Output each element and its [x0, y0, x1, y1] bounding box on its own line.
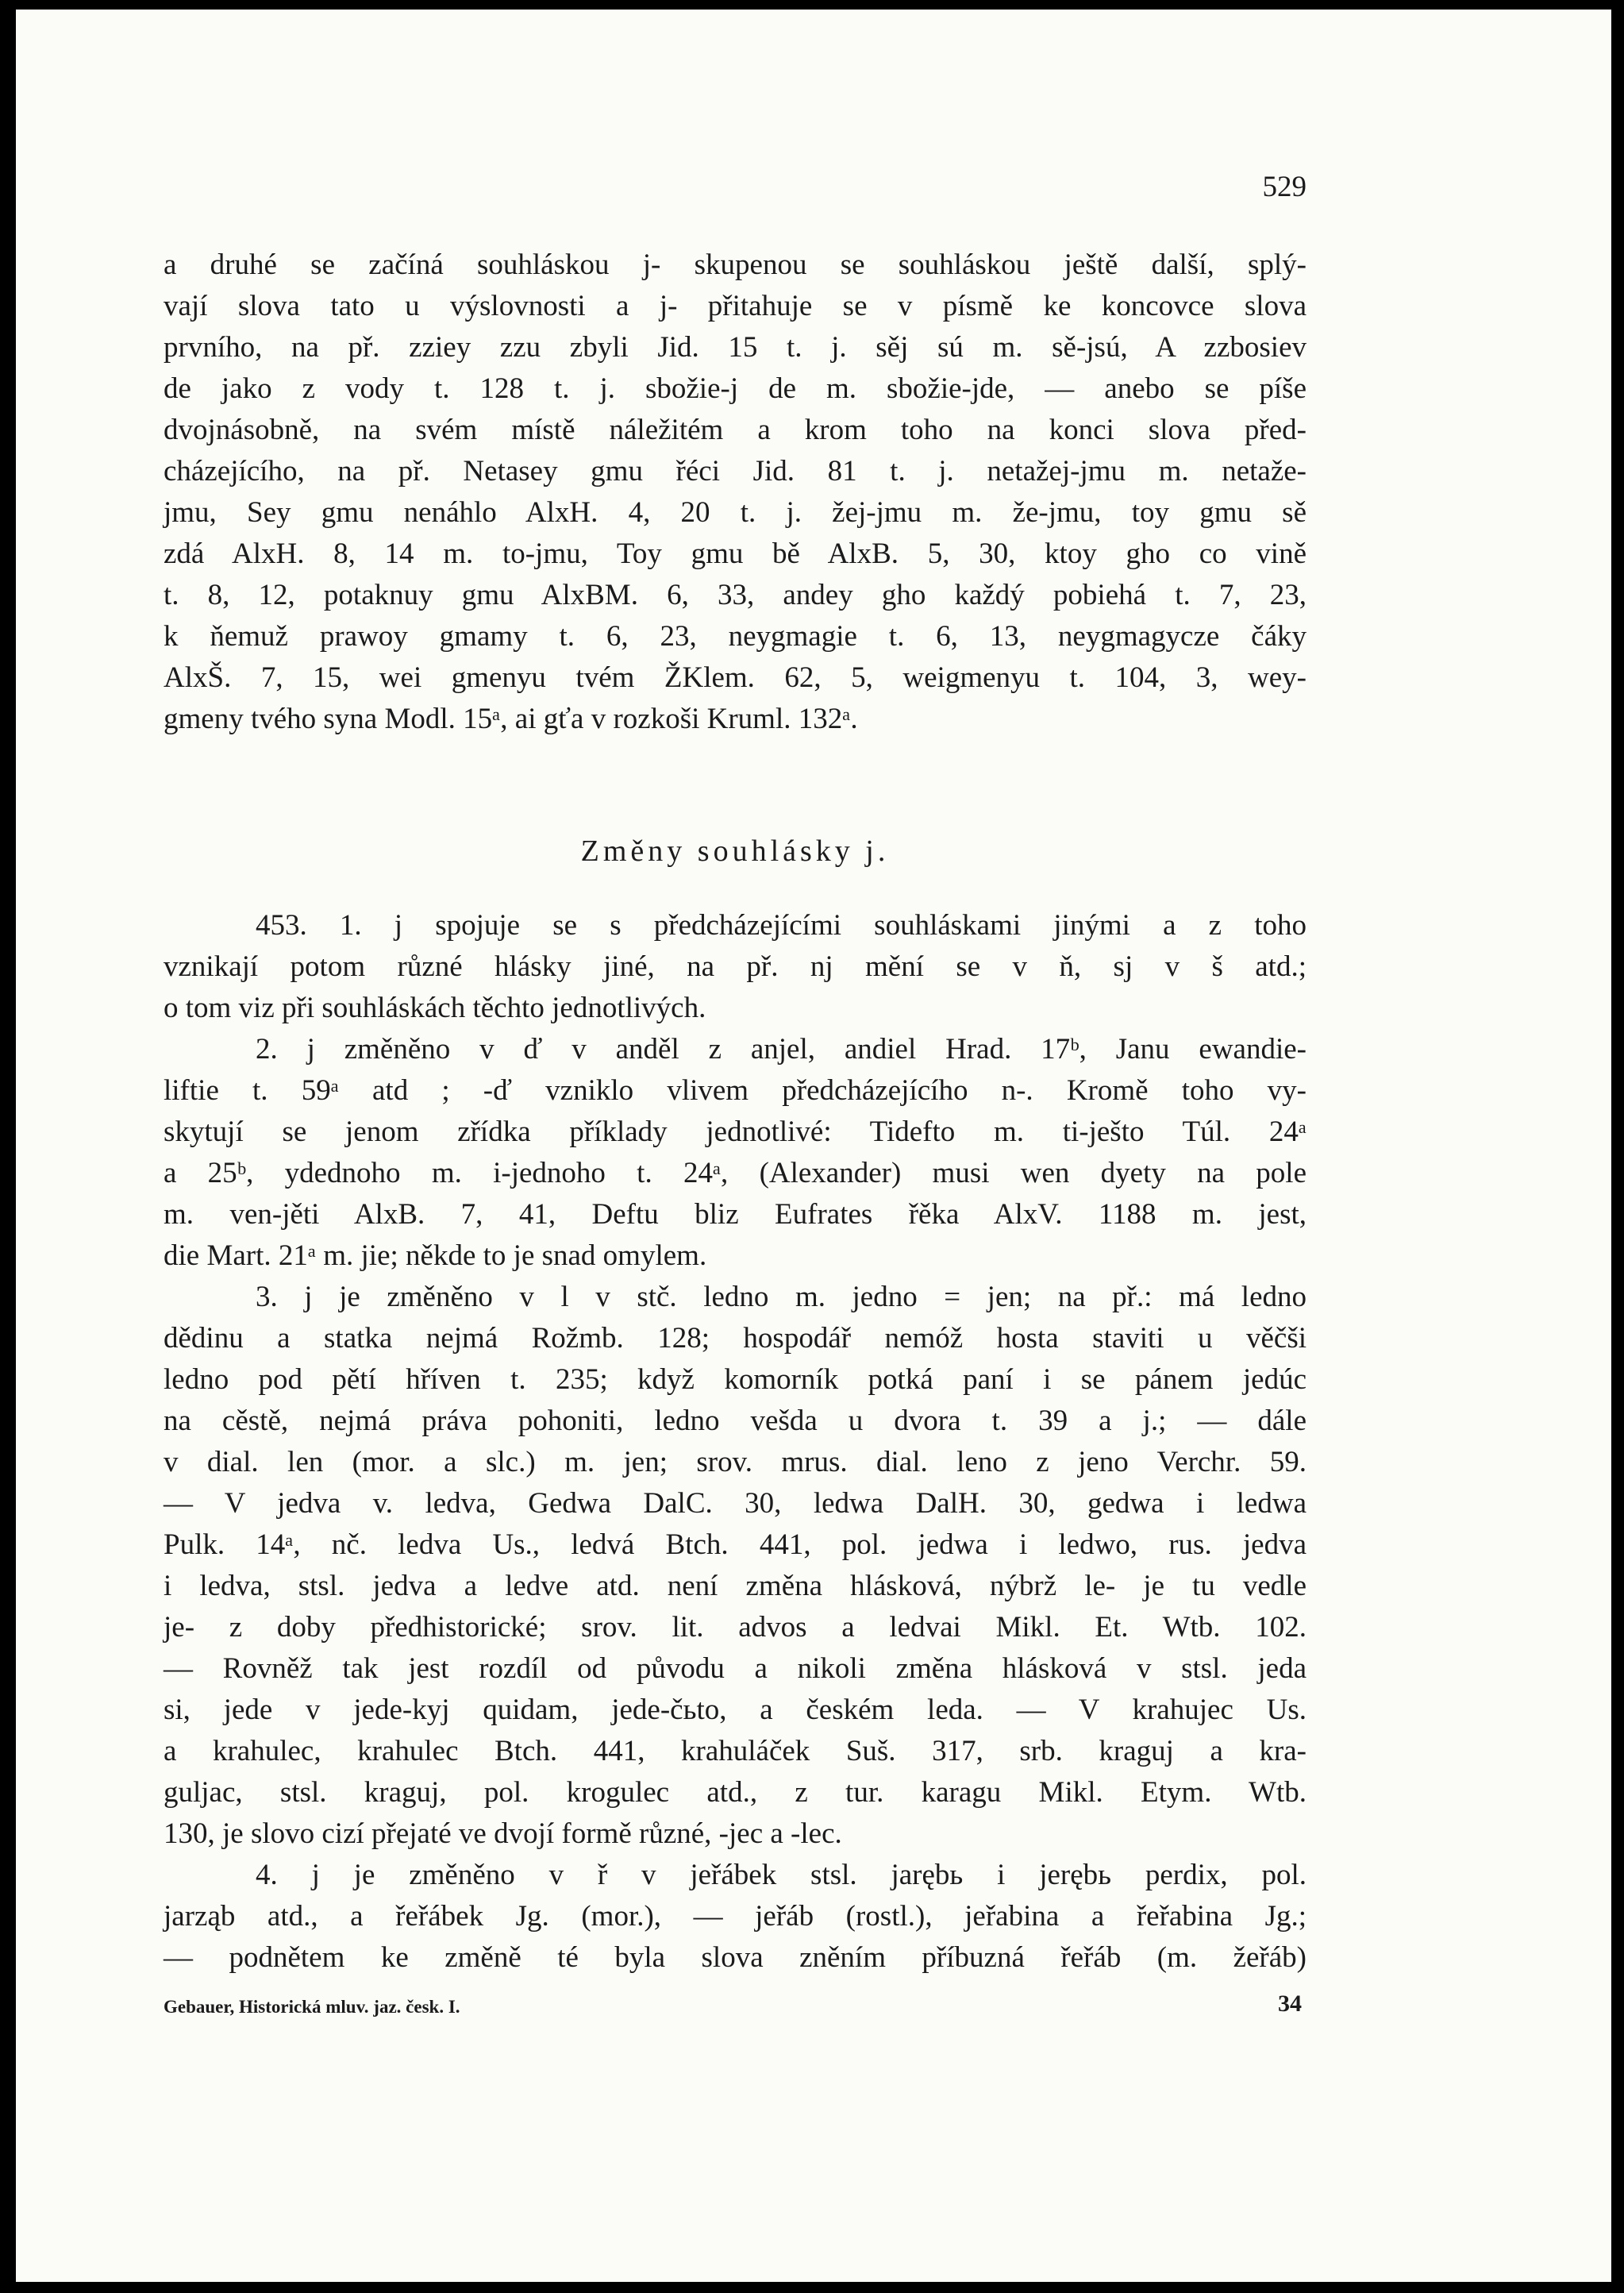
text-line: jmu, Sey gmu nenáhlo AlxH. 4, 20 t. j. žej-jmu m. že-jmu, toy gmu sě: [164, 496, 1307, 529]
text-line: guljac, stsl. kraguj, pol. krogulec atd., z tur. karagu Mikl. Etym. Wtb.: [164, 1776, 1307, 1809]
text-line: a krahulec, krahulec Btch. 441, krahuláček Suš. 317, srb. kraguj a kra-: [164, 1735, 1307, 1767]
text-line: zdá AlxH. 8, 14 m. to-jmu, Toy gmu bě AlxB. 5, 30, ktoy gho co vině: [164, 538, 1307, 570]
text-line: 130, je slovo cizí přejaté ve dvojí formě různé, -jec a -lec.: [164, 1817, 842, 1850]
text-line: 453. 1. j spojuje se s předcházejícími souhláskami jinými a z toho: [256, 909, 1307, 942]
text-line: na cěstě, nejmá práva pohoniti, ledno vešda u dvora t. 39 a j.; — dále: [164, 1405, 1307, 1437]
text-line: dvojnásobně, na svém místě náležitém a krom toho na konci slova před-: [164, 414, 1307, 446]
text-line: dědinu a statka nejmá Rožmb. 128; hospodář nemóž hosta staviti u věčši: [164, 1322, 1307, 1355]
text-line: prvního, na př. zziey zzu zbyli Jid. 15 t. j. sěj sú m. sě-jsú, A zzbosiev: [164, 331, 1307, 364]
text-line: a 25ᵇ, ydednoho m. i-jednoho t. 24ᵃ, (Alexander) musi wen dyety na pole: [164, 1157, 1307, 1189]
text-line: — podnětem ke změně té byla slova zněním příbuzná řeřáb (m. žeřáb): [164, 1941, 1307, 1974]
text-line: je- z doby předhistorické; srov. lit. advos a ledvai Mikl. Et. Wtb. 102.: [164, 1611, 1307, 1644]
text-line: vají slova tato u výslovnosti a j- přitahuje se v písmě ke koncovce slova: [164, 290, 1307, 322]
text-line: de jako z vody t. 128 t. j. sbožie-j de m. sbožie-jde, — anebo se píše: [164, 372, 1307, 405]
text-line: liftie t. 59ᵃ atd ; -ď vzniklo vlivem předcházejícího n-. Kromě toho vy-: [164, 1074, 1307, 1107]
text-line: gmeny tvého syna Modl. 15ᵃ, ai gťa v rozkoši Kruml. 132ᵃ.: [164, 703, 858, 735]
text-line: jarząb atd., a řeřábek Jg. (mor.), — jeřáb (rostl.), jeřabina a řeřabina Jg.;: [164, 1900, 1307, 1933]
text-line: 4. j je změněno v ř v jeřábek stsl. jarębь i jerębь perdix, pol.: [256, 1859, 1307, 1891]
text-line: vznikají potom různé hlásky jiné, na př. nj mění se v ň, sj v š atd.;: [164, 950, 1307, 983]
text-line: i ledva, stsl. jedva a ledve atd. není změna hlásková, nýbrž le- je tu vedle: [164, 1570, 1307, 1602]
footer-signature: Gebauer, Historická mluv. jaz. česk. I.: [164, 1997, 460, 2017]
sheet-number: 34: [1278, 1990, 1302, 2017]
text-line: k ňemuž prawoy gmamy t. 6, 23, neygmagie t. 6, 13, neygmagycze čáky: [164, 620, 1307, 653]
text-line: a druhé se začíná souhláskou j- skupenou se souhláskou ještě další, splý-: [164, 249, 1307, 281]
text-line: — V jedva v. ledva, Gedwa DalC. 30, ledwa DalH. 30, gedwa i ledwa: [164, 1487, 1307, 1520]
text-line: 3. j je změněno v l v stč. ledno m. jedno = jen; na př.: má ledno: [256, 1281, 1307, 1313]
text-line: si, jede v jede-kyj quidam, jede-čьto, a českém leda. — V krahujec Us.: [164, 1694, 1307, 1726]
text-line: Pulk. 14ᵃ, nč. ledva Us., ledvá Btch. 441, pol. jedwa i ledwo, rus. jedva: [164, 1528, 1307, 1561]
section-heading: Změny souhlásky j.: [580, 834, 890, 868]
text-line: m. ven-jěti AlxB. 7, 41, Deftu bliz Eufrates řěka AlxV. 1188 m. jest,: [164, 1198, 1307, 1231]
text-line: die Mart. 21ᵃ m. jie; někde to je snad omylem.: [164, 1239, 707, 1272]
text-line: skytují se jenom zřídka příklady jednotlivé: Tidefto m. ti-ješto Túl. 24ᵃ: [164, 1116, 1307, 1148]
text-line: — Rovněž tak jest rozdíl od původu a nikoli změna hlásková v stsl. jeda: [164, 1652, 1307, 1685]
text-line: t. 8, 12, potaknuy gmu AlxBM. 6, 33, andey gho každý pobiehá t. 7, 23,: [164, 579, 1307, 611]
text-line: ledno pod pětí hříven t. 235; když komorník potká paní i se pánem jedúc: [164, 1363, 1307, 1396]
text-line: AlxŠ. 7, 15, wei gmenyu tvém ŽKlem. 62, 5, weigmenyu t. 104, 3, wey-: [164, 661, 1307, 694]
text-line: o tom viz při souhláskách těchto jednotlivých.: [164, 992, 706, 1024]
text-line: cházejícího, na př. Netasey gmu řéci Jid. 81 t. j. netažej-jmu m. netaže-: [164, 455, 1307, 488]
page-number: 529: [1262, 171, 1307, 203]
text-line: v dial. len (mor. a slc.) m. jen; srov. mrus. dial. leno z jeno Verchr. 59.: [164, 1446, 1307, 1478]
text-line: 2. j změněno v ď v anděl z anjel, andiel Hrad. 17ᵇ, Janu ewandie-: [256, 1033, 1307, 1066]
